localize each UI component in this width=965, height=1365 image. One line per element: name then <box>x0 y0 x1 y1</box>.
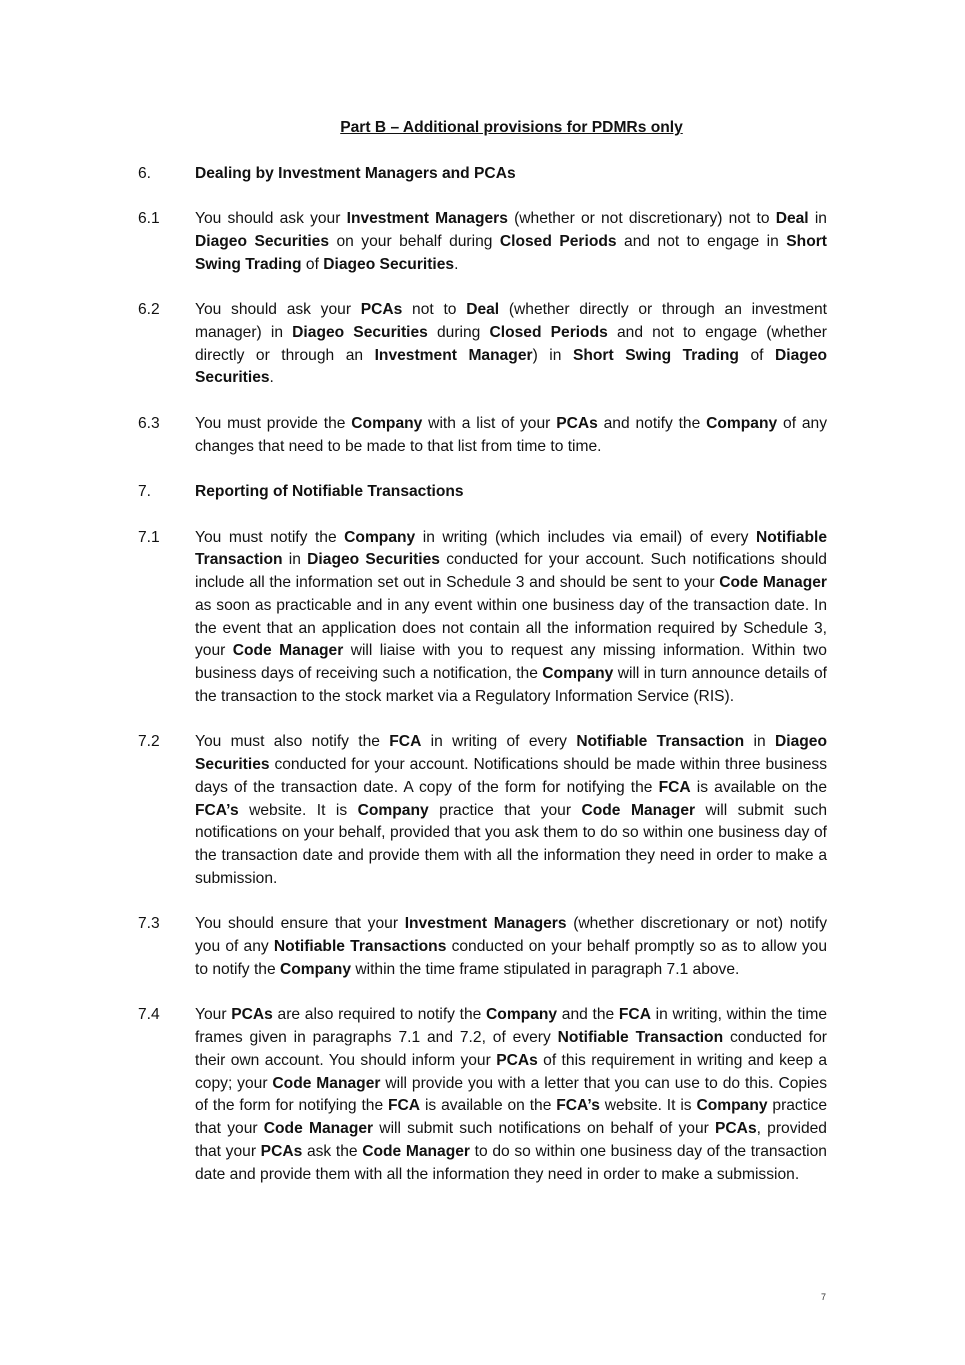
text-run: in writing (which includes via email) of every <box>415 528 756 546</box>
defined-term: Investment Manager <box>374 346 533 364</box>
clause <box>138 913 828 981</box>
clause-text <box>195 1004 827 1186</box>
document-page <box>138 117 828 1209</box>
text-run: will liaise with you to request any missing information. Within two business days of receiving such a notification, the <box>195 642 827 682</box>
clause-text <box>195 208 827 276</box>
text-run: is available on the <box>420 1097 557 1115</box>
text-run: is available on the <box>690 778 827 796</box>
defined-term: Notifiable Transaction <box>557 1029 724 1046</box>
text-run: not to <box>402 301 467 318</box>
text-run: You should ensure that your <box>195 915 405 933</box>
text-run: in writing of every <box>421 733 577 751</box>
defined-term: Code Manager <box>272 1074 381 1092</box>
clause-text <box>195 299 827 390</box>
defined-term: FCA <box>389 733 422 751</box>
text-run: in <box>744 733 775 751</box>
text-run: in <box>808 210 827 227</box>
defined-term: Deal <box>775 210 809 227</box>
text-run: practice that your <box>428 801 582 819</box>
text-run: . <box>269 369 274 387</box>
page-number: 7 <box>821 1292 827 1302</box>
defined-term: FCA’s <box>195 801 239 819</box>
clause-text <box>195 481 827 504</box>
clause <box>138 731 828 890</box>
text-run: Dealing by Investment Managers and PCAs <box>195 164 516 182</box>
text-run: of <box>738 346 776 364</box>
defined-term: Investment Managers <box>404 915 567 933</box>
clause <box>138 413 828 459</box>
clause-number: 7. <box>138 483 152 500</box>
clause-number: 6.2 <box>138 301 160 318</box>
text-run: and notify the <box>597 414 707 432</box>
text-run: (whether directly or through an investment manager) in <box>195 301 827 341</box>
text-run: of <box>301 255 324 273</box>
defined-term: Company <box>357 801 429 819</box>
text-run: and not to engage (whether directly or through an <box>195 323 827 364</box>
text-run: within the time frame stipulated in paragraph 7.1 above. <box>351 960 740 978</box>
text-run: on your behalf during <box>329 232 500 250</box>
text-run: website. It is <box>238 801 358 819</box>
defined-term: Diageo Securities <box>323 255 455 273</box>
defined-term: FCA <box>618 1006 651 1024</box>
clause-text <box>195 413 827 459</box>
defined-term: Diageo Securities <box>195 232 330 250</box>
defined-term: Code Manager <box>581 801 696 819</box>
clause-number: 7.2 <box>138 733 160 751</box>
clause-text <box>195 163 827 186</box>
text-run: conducted for their own account. You should inform your <box>195 1029 827 1069</box>
defined-term: Short Swing Trading <box>195 232 827 273</box>
defined-term: Company <box>486 1006 558 1024</box>
clause-number: 6.1 <box>138 210 160 227</box>
text-run: will in turn announce details of the transaction to the stock market via a Regulatory Information Service (RIS). <box>195 665 827 705</box>
text-run: are also required to notify the <box>272 1006 487 1024</box>
text-run: will submit such notifications on behalf of your <box>373 1120 716 1137</box>
text-run: practice that your <box>195 1097 827 1137</box>
clause <box>138 208 828 276</box>
defined-term: PCAs <box>715 1120 757 1137</box>
defined-term: Code Manager <box>362 1142 470 1160</box>
defined-term: Company <box>279 960 352 978</box>
clause-number: 7.1 <box>138 528 160 546</box>
defined-term: Closed Periods <box>499 232 617 250</box>
defined-term: Code Manager <box>232 642 344 660</box>
text-run: You must provide the <box>195 414 352 432</box>
defined-term: PCAs <box>556 414 598 432</box>
defined-term: FCA <box>658 778 691 796</box>
text-run: ask the <box>302 1142 363 1160</box>
text-run: and the <box>557 1006 619 1024</box>
clause-number: 6. <box>138 164 152 182</box>
paragraph-list <box>138 163 828 1187</box>
defined-term: FCA <box>388 1097 421 1115</box>
defined-term: Company <box>542 665 614 682</box>
defined-term: Diageo Securities <box>195 733 827 773</box>
defined-term: Company <box>344 528 416 546</box>
text-run: will submit such notifications on your behalf, provided that you ask them to do so within one business day of the transaction date and provide them with all the information they need in order to make a submission. <box>195 801 827 887</box>
defined-term: PCAs <box>360 301 403 318</box>
text-run: conducted for your account. Such notifications should include all the information set out in Schedule 3 and should be sent to your <box>195 551 827 591</box>
section-heading <box>138 163 828 186</box>
text-run: ) in <box>532 346 573 364</box>
clause <box>138 527 828 709</box>
text-run: conducted for your account. Notifications should be made within three business days of the transaction date. A copy of the form for notifying the <box>195 756 827 796</box>
clause-text <box>195 913 827 981</box>
text-run: . <box>454 255 459 273</box>
text-run: as soon as practicable and in any event within one business day of the transaction date. In the event that an application does not contain all the information required by Schedule 3, your <box>195 596 827 660</box>
clause-number: 7.3 <box>138 915 160 933</box>
section-title: Part B – Additional provisions for PDMRs only <box>340 119 683 136</box>
defined-term: Code Manager <box>719 574 827 591</box>
defined-term: Closed Periods <box>489 323 608 341</box>
defined-term: Diageo Securities <box>292 323 428 341</box>
defined-term: PCAs <box>260 1142 303 1160</box>
text-run: in <box>282 551 308 569</box>
defined-term: Notifiable Transaction <box>576 733 745 751</box>
text-run: You should ask your <box>195 301 361 318</box>
text-run: of this requirement in writing and keep a copy; your <box>195 1051 828 1092</box>
text-run: Your <box>195 1006 232 1024</box>
text-run: in writing, within the time frames given in paragraphs 7.1 and 7.2, of every <box>195 1006 828 1046</box>
defined-term: Diageo Securities <box>307 551 440 569</box>
text-run: Reporting of Notifiable Transactions <box>195 483 464 500</box>
text-run: website. It is <box>599 1097 697 1115</box>
text-run: and not to engage in <box>616 232 787 250</box>
clause-number: 6.3 <box>138 414 160 432</box>
defined-term: Code Manager <box>263 1120 374 1137</box>
text-run: conducted on your behalf promptly so as to allow you to notify the <box>195 938 827 978</box>
text-run: will provide you with a letter that you can use to do this. Copies of the form for notifying the <box>195 1074 827 1115</box>
text-run: You should ask your <box>195 210 347 227</box>
text-run: You must also notify the <box>195 733 390 751</box>
defined-term: Notifiable Transactions <box>273 938 447 955</box>
defined-term: Investment Managers <box>346 210 508 227</box>
defined-term: Short Swing Trading <box>572 346 739 364</box>
defined-term: FCA’s <box>556 1097 600 1115</box>
text-run: You must notify the <box>195 528 345 546</box>
defined-term: Company <box>706 414 778 432</box>
text-run: with a list of your <box>422 414 557 432</box>
text-run: , provided that your <box>195 1120 827 1160</box>
defined-term: Notifiable Transaction <box>195 528 827 569</box>
text-run: during <box>427 323 490 341</box>
defined-term: PCAs <box>231 1006 273 1024</box>
defined-term: Deal <box>466 301 500 318</box>
clause-number: 7.4 <box>138 1006 160 1024</box>
clause <box>138 299 828 390</box>
defined-term: Company <box>696 1097 768 1115</box>
section-heading <box>138 481 828 504</box>
text-run: (whether discretionary or not) notify you of any <box>195 915 827 955</box>
clause-text <box>195 527 827 709</box>
defined-term: Company <box>351 414 423 432</box>
clause <box>138 1004 828 1186</box>
defined-term: Diageo Securities <box>195 346 828 387</box>
defined-term: PCAs <box>496 1051 538 1069</box>
clause-text <box>195 731 827 890</box>
text-run: (whether or not discretionary) not to <box>507 210 776 227</box>
text-run: of any changes that need to be made to that list from time to time. <box>195 414 828 455</box>
text-run: to do so within one business day of the transaction date and provide them with all the information they need in order to make a submission. <box>195 1142 827 1183</box>
